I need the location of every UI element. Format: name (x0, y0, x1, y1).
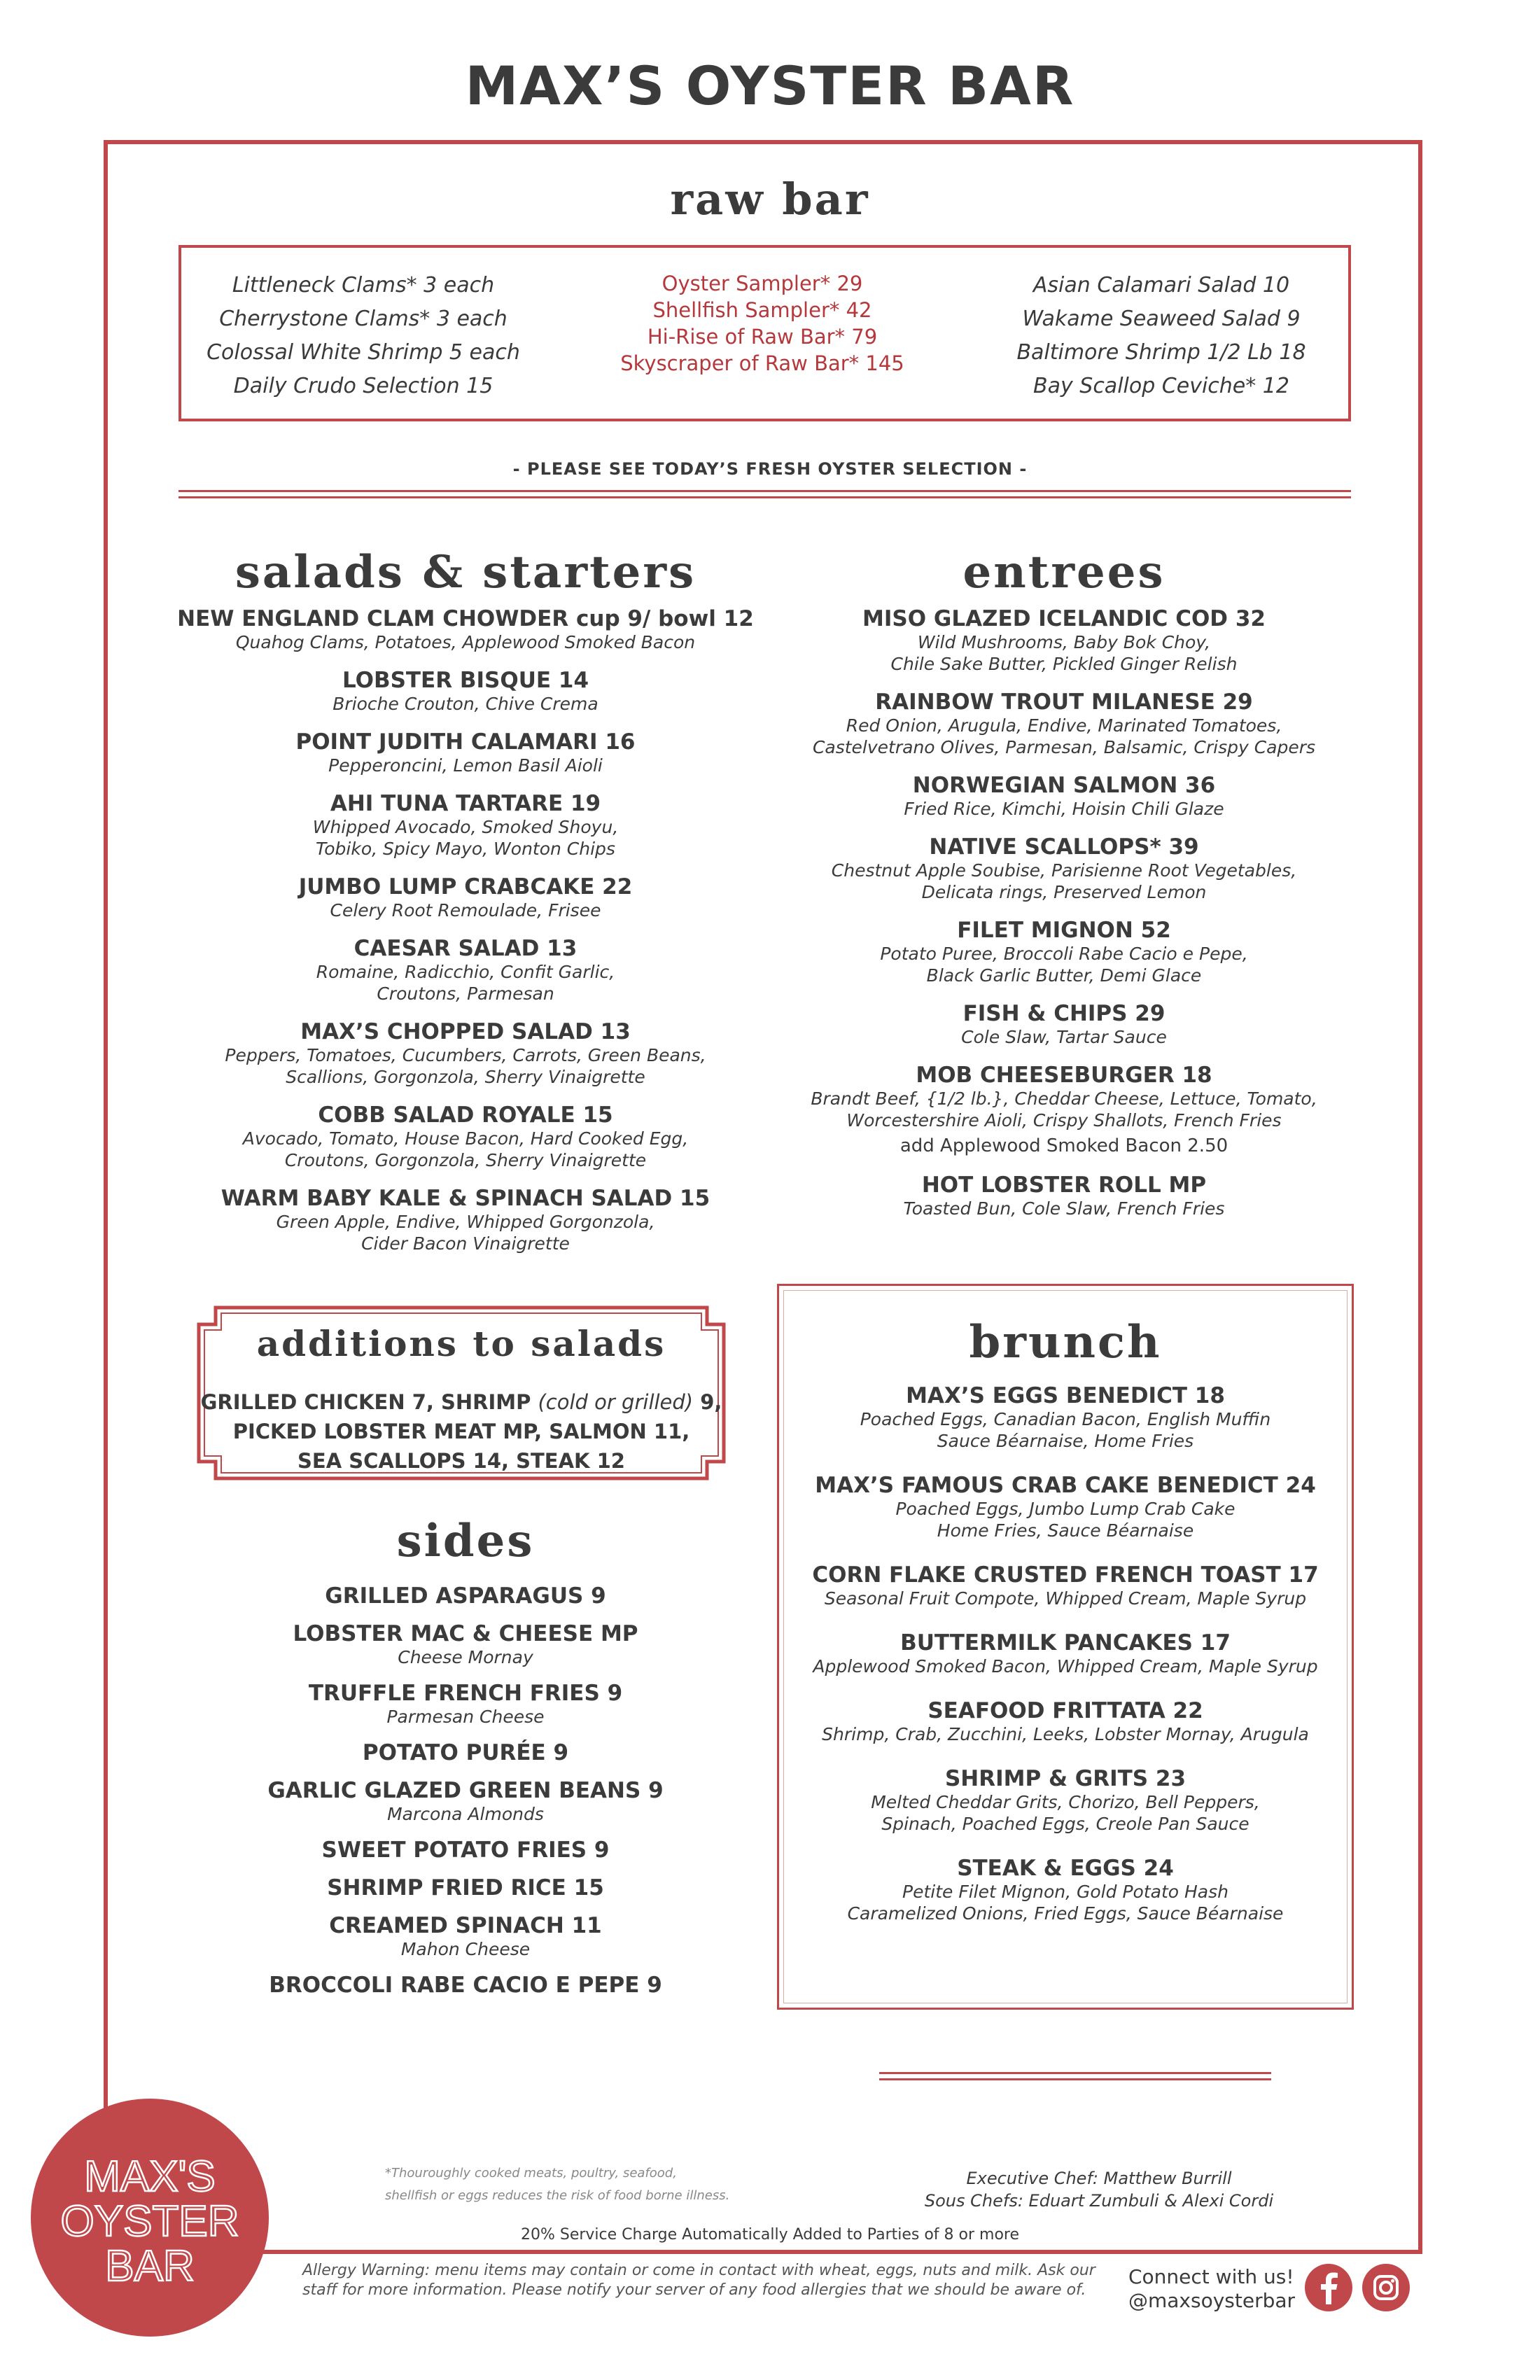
menu-item-name: NATIVE SCALLOPS* 39 (929, 834, 1199, 860)
additions-line-2: PICKED LOBSTER MEAT MP, SALMON 11, (232, 1420, 690, 1443)
menu-item-name: POTATO PURÉE 9 (362, 1740, 569, 1765)
menu-item-name: FISH & CHIPS 29 (962, 1001, 1166, 1026)
menu-item (774, 1063, 1354, 1158)
raw-bar-right-column (986, 269, 1336, 403)
menu-item-description: Seasonal Fruit Compote, Whipped Cream, Maple Syrup (824, 1588, 1307, 1609)
raw-bar-item: Asian Calamari Salad 10 (1032, 273, 1290, 298)
social-handle[interactable]: @maxsoysterbar (1128, 2289, 1296, 2312)
additions-text (195, 1387, 728, 1476)
additions-box (195, 1303, 728, 1483)
raw-bar-middle-column (580, 270, 944, 377)
logo-line-3: BAR (105, 2242, 195, 2290)
logo-line-2: OYSTER (60, 2197, 239, 2246)
menu-item-name: JUMBO LUMP CRABCAKE 22 (298, 874, 633, 899)
menu-item-name: MAX’S CHOPPED SALAD 13 (300, 1019, 631, 1044)
menu-item-description: Applewood Smoked Bacon, Whipped Cream, Maple Syrup (813, 1656, 1318, 1676)
menu-item-description: Cider Bacon Vinaigrette (361, 1233, 570, 1254)
connect-block (1128, 2265, 1295, 2313)
menu-item-name: MAX’S FAMOUS CRAB CAKE BENEDICT 24 (815, 1473, 1316, 1498)
disclaimer-line-1: *Thouroughly cooked meats, poultry, seafood, (385, 2166, 677, 2180)
menu-item (774, 773, 1354, 820)
menu-item (133, 1621, 798, 1668)
raw-bar-item: Littleneck Clams* 3 each (232, 273, 495, 298)
raw-bar-heading: raw bar (670, 174, 870, 225)
raw-bar-item: Daily Crudo Selection 15 (233, 374, 493, 398)
menu-item-name: GRILLED ASPARAGUS 9 (325, 1583, 606, 1609)
menu-item-description: Parmesan Cheese (386, 1707, 545, 1727)
menu-item-name: LOBSTER BISQUE 14 (342, 668, 589, 693)
footer-divider (879, 2072, 1271, 2080)
divider-line (178, 490, 1351, 498)
menu-item-name: POINT JUDITH CALAMARI 16 (295, 729, 636, 755)
menu-item (774, 690, 1354, 758)
menu-item (133, 668, 798, 715)
menu-item-description: Brioche Crouton, Chive Crema (332, 694, 598, 714)
menu-item-description: Quahog Clams, Potatoes, Applewood Smoked Bacon (235, 632, 696, 652)
menu-item-description: Castelvetrano Olives, Parmesan, Balsamic, Crispy Capers (812, 737, 1316, 757)
sides-list (133, 1583, 798, 2010)
brunch-heading: brunch (969, 1316, 1162, 1368)
menu-item-description: Romaine, Radicchio, Confit Garlic, (316, 962, 615, 982)
raw-bar-item: Bay Scallop Ceviche* 12 (1033, 374, 1289, 398)
menu-item-description: Potato Puree, Broccoli Rabe Cacio e Pepe, (880, 944, 1248, 964)
menu-item-name: NEW ENGLAND CLAM CHOWDER cup 9/ bowl 12 (177, 606, 754, 631)
menu-item (774, 918, 1354, 986)
menu-item-description: Shrimp, Crab, Zucchini, Leeks, Lobster Mornay, Arugula (822, 1724, 1309, 1744)
menu-item-name: STEAK & EGGS 24 (957, 1856, 1174, 1881)
menu-item-name: AHI TUNA TARTARE 19 (330, 791, 601, 816)
facebook-icon[interactable] (1305, 2264, 1352, 2311)
raw-bar-item: Wakame Seaweed Salad 9 (1022, 307, 1301, 331)
raw-bar-item: Oyster Sampler* 29 (662, 272, 863, 295)
raw-bar-left-column (195, 269, 531, 403)
menu-item-description: Pepperoncini, Lemon Basil Aioli (328, 755, 603, 776)
menu-item-name: SHRIMP & GRITS 23 (944, 1766, 1186, 1791)
menu-item (133, 1583, 798, 1609)
menu-item-name: MOB CHEESEBURGER 18 (916, 1063, 1212, 1088)
additions-line-3: SEA SCALLOPS 14, STEAK 12 (298, 1449, 625, 1473)
additions-line-1b: (cold or grilled) (538, 1390, 694, 1414)
additions-line-1c: 9, (693, 1390, 722, 1414)
oyster-notice: - PLEASE SEE TODAY’S FRESH OYSTER SELECTION - (512, 459, 1028, 479)
raw-bar-item: Hi-Rise of Raw Bar* 79 (647, 325, 878, 349)
menu-item-name: TRUFFLE FRENCH FRIES 9 (308, 1681, 623, 1706)
menu-item-description: Red Onion, Arugula, Endive, Marinated Tomatoes, (846, 715, 1282, 736)
raw-bar-item: Shellfish Sampler* 42 (652, 298, 872, 322)
raw-bar-item: Skyscraper of Raw Bar* 145 (620, 351, 904, 375)
raw-bar-item: Baltimore Shrimp 1/2 Lb 18 (1016, 340, 1306, 365)
menu-item-description: Sauce Béarnaise, Home Fries (937, 1431, 1194, 1451)
menu-item-description: Croutons, Parmesan (377, 983, 554, 1004)
menu-item (133, 1973, 798, 1998)
menu-item (133, 791, 798, 860)
menu-item-name: LOBSTER MAC & CHEESE MP (293, 1621, 638, 1646)
menu-item-name: SEAFOOD FRITTATA 22 (927, 1698, 1203, 1723)
menu-item-description: Cheese Mornay (398, 1647, 533, 1667)
menu-item (133, 606, 798, 653)
executive-chef: Executive Chef: Matthew Burrill (966, 2169, 1232, 2188)
menu-item-name: WARM BABY KALE & SPINACH SALAD 15 (220, 1186, 710, 1211)
menu-item (133, 1186, 798, 1254)
menu-item-description: Melted Cheddar Grits, Chorizo, Bell Peppers, (871, 1792, 1260, 1812)
menu-item-name: HOT LOBSTER ROLL MP (921, 1172, 1207, 1198)
menu-item-name: BROCCOLI RABE CACIO E PEPE 9 (269, 1973, 662, 1998)
chefs-credit (861, 2167, 1337, 2212)
menu-item-description: Brandt Beef, {1/2 lb.}, Cheddar Cheese, Lettuce, Tomato, (811, 1088, 1317, 1109)
service-charge-note: 20% Service Charge Automatically Added to Parties of 8 or more (520, 2226, 1020, 2244)
brunch-list (777, 1383, 1354, 1945)
menu-item-description: Celery Root Remoulade, Frisee (330, 900, 601, 920)
menu-item (777, 1856, 1354, 1924)
menu-item-name: MISO GLAZED ICELANDIC COD 32 (862, 606, 1266, 631)
menu-item-name: CORN FLAKE CRUSTED FRENCH TOAST 17 (812, 1562, 1319, 1588)
brand-logo (31, 2099, 269, 2337)
menu-item-description: Tobiko, Spicy Mayo, Wonton Chips (316, 839, 615, 859)
menu-item (777, 1473, 1354, 1541)
menu-item (774, 834, 1354, 903)
menu-item (774, 606, 1354, 675)
menu-item (133, 1913, 798, 1960)
menu-item (133, 1875, 798, 1900)
menu-item (777, 1630, 1354, 1677)
menu-item-name: GARLIC GLAZED GREEN BEANS 9 (267, 1778, 664, 1803)
menu-item-description: Mahon Cheese (400, 1939, 531, 1959)
menu-item-description: Home Fries, Sauce Béarnaise (937, 1520, 1194, 1541)
instagram-icon[interactable] (1362, 2264, 1410, 2311)
menu-item-description: Poached Eggs, Jumbo Lump Crab Cake (895, 1499, 1236, 1519)
menu-item-description: Wild Mushrooms, Baby Bok Choy, (917, 632, 1211, 652)
additions-heading: additions to salads (256, 1323, 666, 1364)
page-title: MAX’S OYSTER BAR (465, 55, 1075, 117)
menu-item-name: BUTTERMILK PANCAKES 17 (900, 1630, 1231, 1656)
menu-item-description: Scallions, Gorgonzola, Sherry Vinaigrette (286, 1067, 645, 1087)
menu-item-description: Chile Sake Butter, Pickled Ginger Relish (890, 654, 1238, 674)
menu-item-description: Avocado, Tomato, House Bacon, Hard Cooked Egg, (242, 1128, 689, 1149)
menu-item-description: Green Apple, Endive, Whipped Gorgonzola, (276, 1212, 655, 1232)
allergy-warning: Allergy Warning: menu items may contain or come in contact with wheat, eggs, nuts and milk. Ask our staff for more information. Please notify your server of any food allergies that we should be aware of. (302, 2262, 1096, 2299)
menu-item-description: Poached Eggs, Canadian Bacon, English Muffin (860, 1409, 1271, 1429)
menu-item-description: Delicata rings, Preserved Lemon (921, 882, 1207, 902)
additions-line-1a: GRILLED CHICKEN 7, SHRIMP (200, 1390, 538, 1414)
connect-label: Connect with us! (1128, 2265, 1294, 2288)
entrees-list (774, 606, 1354, 1234)
menu-item (777, 1383, 1354, 1452)
menu-item (133, 1681, 798, 1728)
menu-item-name: RAINBOW TROUT MILANESE 29 (875, 690, 1253, 715)
sous-chefs: Sous Chefs: Eduart Zumbuli & Alexi Cordi (924, 2191, 1274, 2211)
menu-item-description: Cole Slaw, Tartar Sauce (961, 1027, 1167, 1047)
menu-item-description: Caramelized Onions, Fried Eggs, Sauce Béarnaise (847, 1903, 1284, 1924)
menu-item-description: Whipped Avocado, Smoked Shoyu, (312, 817, 619, 837)
additions-line-1 (195, 1387, 728, 1417)
menu-item-description: Croutons, Gorgonzola, Sherry Vinaigrette (284, 1150, 647, 1170)
menu-item (133, 1019, 798, 1088)
menu-item (133, 874, 798, 921)
menu-item (774, 1001, 1354, 1048)
sides-heading: sides (396, 1515, 535, 1567)
salads-heading: salads & starters (234, 546, 696, 598)
logo-line-1: MAX'S (84, 2152, 216, 2201)
menu-item-name: SHRIMP FRIED RICE 15 (327, 1875, 604, 1900)
menu-item-name: NORWEGIAN SALMON 36 (912, 773, 1216, 798)
menu-item-name: CREAMED SPINACH 11 (329, 1913, 602, 1938)
menu-item-addon: add Applewood Smoked Bacon 2.50 (899, 1135, 1228, 1156)
menu-item-name: MAX’S EGGS BENEDICT 18 (906, 1383, 1225, 1408)
menu-item (133, 1778, 798, 1825)
menu-item-name: FILET MIGNON 52 (957, 918, 1171, 943)
disclaimer-line-2: shellfish or eggs reduces the risk of food borne illness. (385, 2188, 730, 2203)
salads-list (133, 606, 798, 1269)
raw-bar-item: Colossal White Shrimp 5 each (206, 340, 520, 365)
menu-item (133, 1102, 798, 1171)
menu-item (777, 1562, 1354, 1609)
menu-item (777, 1766, 1354, 1835)
entrees-heading: entrees (962, 546, 1166, 598)
menu-item-description: Black Garlic Butter, Demi Glace (926, 965, 1202, 986)
menu-item (777, 1698, 1354, 1745)
menu-item (133, 1740, 798, 1765)
menu-item-description: Spinach, Poached Eggs, Creole Pan Sauce (881, 1814, 1250, 1834)
menu-item-description: Petite Filet Mignon, Gold Potato Hash (902, 1882, 1228, 1902)
menu-item-description: Chestnut Apple Soubise, Parisienne Root Vegetables, (831, 860, 1297, 881)
menu-item-name: SWEET POTATO FRIES 9 (321, 1837, 610, 1863)
menu-item (133, 936, 798, 1004)
menu-item-description: Worcestershire Aioli, Crispy Shallots, French Fries (846, 1110, 1282, 1130)
menu-item-description: Marcona Almonds (387, 1804, 544, 1824)
raw-bar-box (178, 245, 1351, 421)
menu-item (133, 1837, 798, 1863)
menu-item-name: CAESAR SALAD 13 (354, 936, 578, 961)
menu-item (133, 729, 798, 776)
menu-item-description: Toasted Bun, Cole Slaw, French Fries (903, 1198, 1225, 1219)
menu-item (774, 1172, 1354, 1219)
menu-item-name: COBB SALAD ROYALE 15 (318, 1102, 613, 1128)
raw-bar-item: Cherrystone Clams* 3 each (219, 307, 507, 331)
menu-item-description: Peppers, Tomatoes, Cucumbers, Carrots, Green Beans, (225, 1045, 706, 1065)
menu-item-description: Fried Rice, Kimchi, Hoisin Chili Glaze (904, 799, 1224, 819)
